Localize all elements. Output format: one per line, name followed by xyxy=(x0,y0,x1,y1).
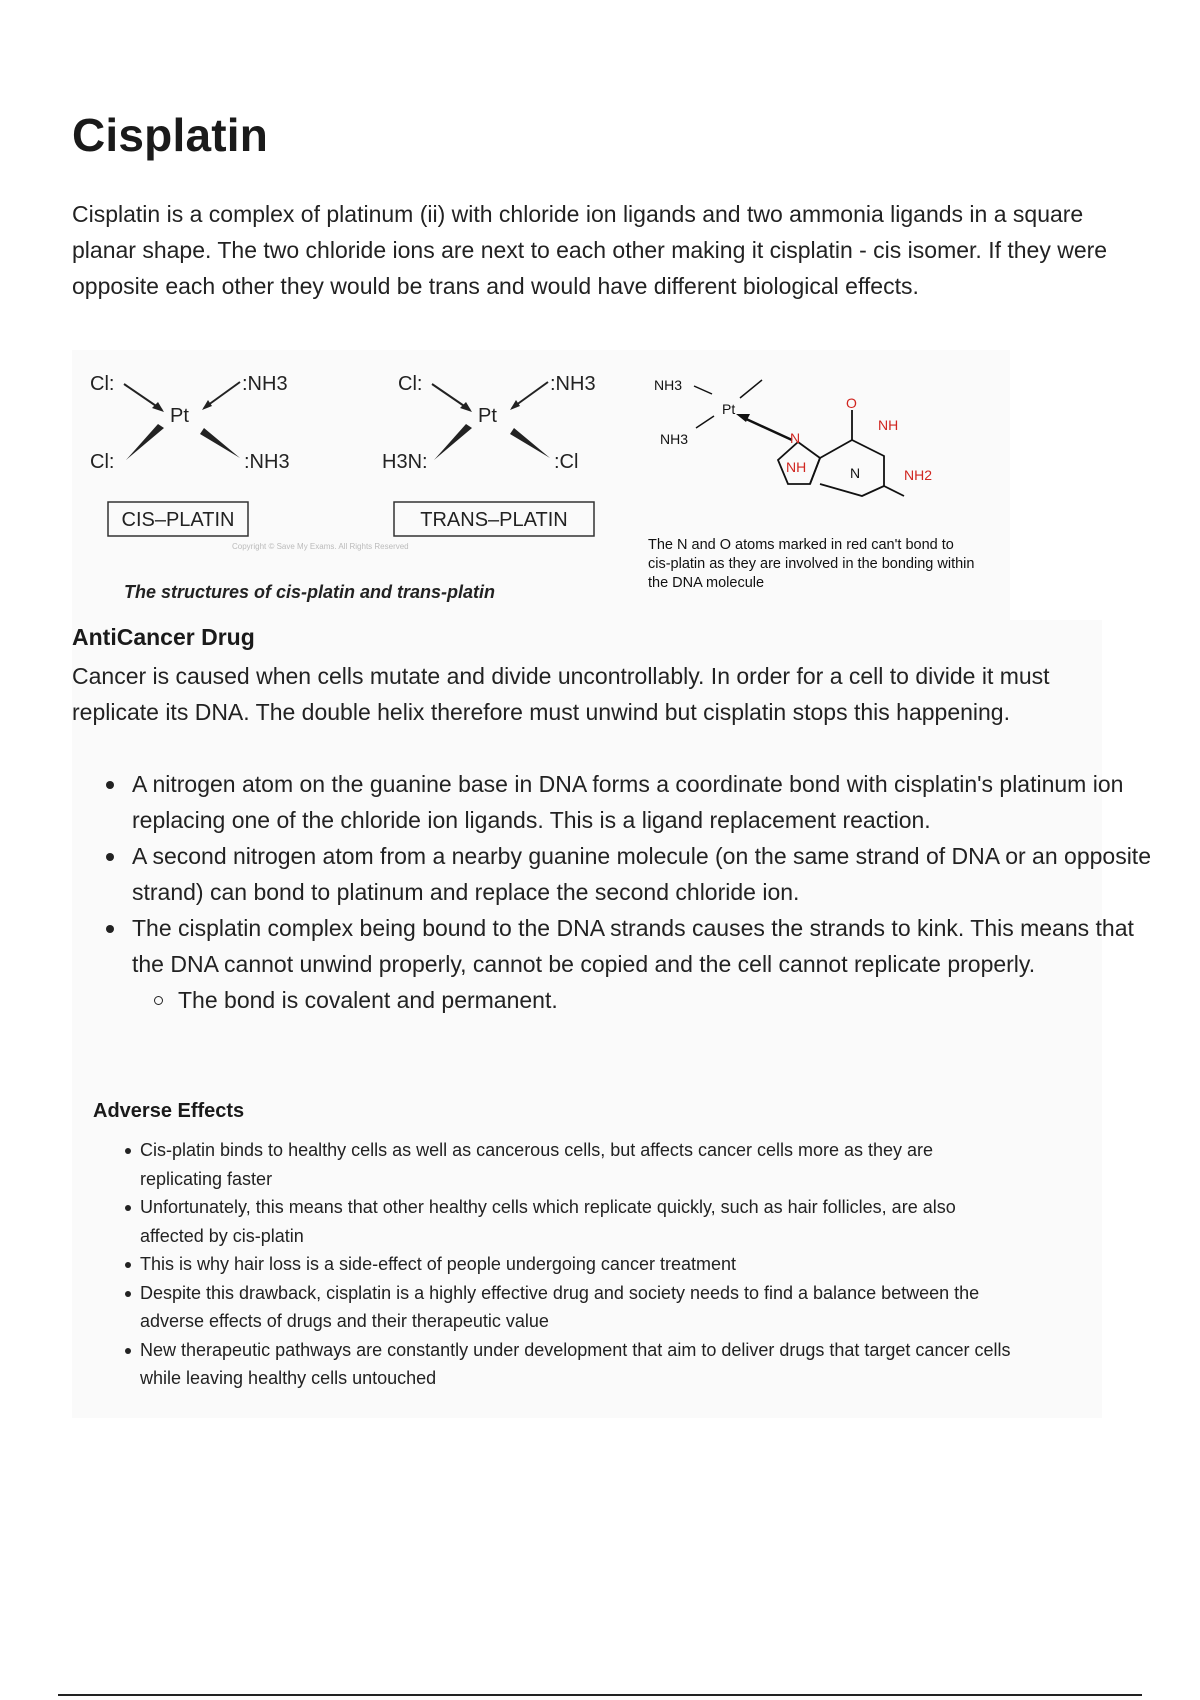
guanine-n-red: N xyxy=(790,430,801,446)
list-item: Despite this drawback, cisplatin is a highly effective drug and society needs to find a balance between the adverse effects of drugs and their therapeutic value xyxy=(140,1279,1020,1336)
list-item-text: The cisplatin complex being bound to the DNA strands causes the strands to kink. This means that the DNA cannot unwind properly, cannot be copied and the cell cannot replicate properly. xyxy=(132,915,1134,977)
list-item: A nitrogen atom on the guanine base in DNA forms a coordinate bond with cisplatin's platinum ion replacing one of the chloride ion ligands. This is a ligand replacement reaction. xyxy=(132,766,1172,838)
trans-nh3-top: :NH3 xyxy=(550,373,596,395)
trans-platin-structure xyxy=(382,373,596,536)
list-item: This is why hair loss is a side-effect of people undergoing cancer treatment xyxy=(140,1250,1020,1279)
cisplatin-structures-figure xyxy=(72,350,1010,620)
guanine-o-red: O xyxy=(846,395,857,411)
list-item: New therapeutic pathways are constantly under development that aim to deliver drugs that target cancer cells while leaving healthy cells untouched xyxy=(140,1336,1020,1393)
guanine-pt: Pt xyxy=(722,401,736,417)
trans-h3n: H3N: xyxy=(382,451,428,473)
footer-divider xyxy=(58,1694,1142,1696)
anticancer-heading: AntiCancer Drug xyxy=(72,624,255,650)
guanine-n-mid: N xyxy=(850,465,861,481)
trans-pt: Pt xyxy=(478,405,497,427)
sub-bullet-list xyxy=(132,982,1172,1018)
cis-platin-label: CIS–PLATIN xyxy=(121,509,235,531)
guanine-binding-structure xyxy=(654,377,932,496)
intro-paragraph: Cisplatin is a complex of platinum (ii) with chloride ion ligands and two ammonia ligands in a square planar shape. The two chloride ions are next to each other making it cisplatin - cis isomer. If they were opposite each other they would be trans and would have different biological effects. xyxy=(72,201,1108,299)
trans-cl-top: Cl: xyxy=(398,373,423,395)
anticancer-paragraph: Cancer is caused when cells mutate and divide uncontrollably. In order for a cell to divide it must replicate its DNA. The double helix therefore must unwind but cisplatin stops this happening. xyxy=(72,663,1050,725)
cis-nh3-top: :NH3 xyxy=(242,373,288,395)
guanine-nh-left: NH xyxy=(786,459,807,475)
cis-nh3-bottom: :NH3 xyxy=(244,451,290,473)
guanine-caption: The N and O atoms marked in red can't bond to cis-platin as they are involved in the bonding within the DNA molecule xyxy=(648,537,975,591)
page-title: Cisplatin xyxy=(72,109,269,161)
cis-cl-bottom: Cl: xyxy=(90,451,115,473)
list-item: A second nitrogen atom from a nearby guanine molecule (on the same strand of DNA or an opposite strand) can bond to platinum and replace the second chloride ion. xyxy=(132,838,1172,910)
trans-platin-label: TRANS–PLATIN xyxy=(420,509,568,531)
guanine-nh-red: NH xyxy=(878,417,899,433)
anticancer-bullet-list xyxy=(72,766,1172,1018)
guanine-nh3-bottom: NH3 xyxy=(660,431,689,447)
structures-caption: The structures of cis-platin and trans-platin xyxy=(124,582,496,602)
copyright-watermark: Copyright © Save My Exams. All Rights Reserved xyxy=(232,542,409,551)
list-item: Unfortunately, this means that other healthy cells which replicate quickly, such as hair follicles, are also affected by cis-platin xyxy=(140,1193,1020,1250)
list-item xyxy=(132,910,1172,1018)
cis-pt: Pt xyxy=(170,405,189,427)
cis-platin-structure xyxy=(90,373,290,536)
adverse-effects-list xyxy=(93,1136,1020,1393)
guanine-nh3-top: NH3 xyxy=(654,377,683,393)
adverse-effects-heading: Adverse Effects xyxy=(93,1100,245,1122)
sub-list-item: The bond is covalent and permanent. xyxy=(178,982,1172,1018)
guanine-nh2: NH2 xyxy=(904,467,933,483)
cis-cl-top: Cl: xyxy=(90,373,115,395)
trans-cl-bottom: :Cl xyxy=(554,451,579,473)
list-item: Cis-platin binds to healthy cells as well as cancerous cells, but affects cancer cells more as they are replicating faster xyxy=(140,1136,1020,1193)
